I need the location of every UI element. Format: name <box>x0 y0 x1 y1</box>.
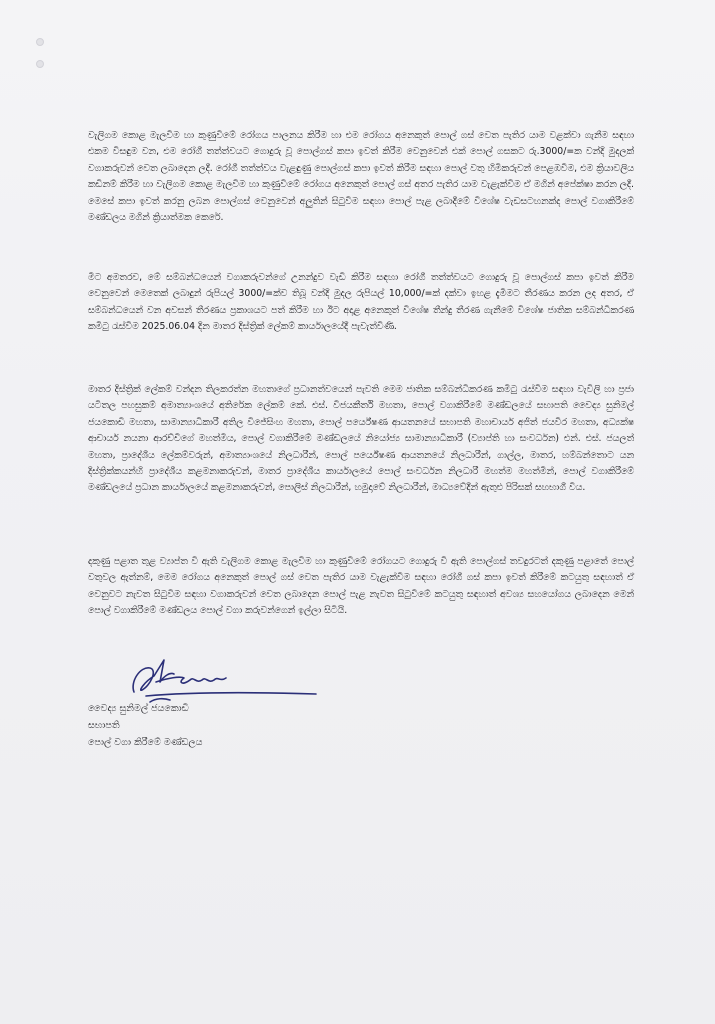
paragraph-compensation: වැලිගම කොළ මැලවීම හා කුණුවීමේ රෝගය පාලනය කිරීම හා එම රෝගය අනෙකුත් පොල් ගස් වෙත පැතිර යාම වළක්වා ගැනීම සඳහා එකම විසඳුම වන, එම රෝගී තත්ත්වයට ගොදුරු වූ පොල්ගස් කපා ඉවත් කිරීම වෙනුවෙන් එක් පොල් ගසකට රු.3000/=ක වන්දි මුදලක් වගාකරුවන් වෙත ලබාදෙන ලදී. රෝගී තත්ත්වය වැළඳුණු පොල්ගස් කපා ඉවත් කිරීම සඳහා පොල් වතු හිමිකරුවන් පෙළඹවීම, එම ක්‍රියාවලිය කඩිනම් කිරීම හා වැලිගම කොළ මැලවීම හා කුණුවීමේ රෝගය අනෙකුත් පොල් ගස් අතර පැතිර යාම වැළැක්වීම ඒ මගින් අපේක්ෂා කරන ලදී. මෙසේ කපා ඉවත් කරනු ලබන පොල්ගස් වෙනුවෙන් අලුතින් සිටුවීම සඳහා පොල් පැළ ලබාදීමේ විශේෂ වැඩසටහනක්ද පොල් වගාකිරීමේ මණ්ඩලය මගින් ක්‍රියාත්මක කෙරේ. <box>88 130 634 224</box>
paragraph-attendees: මාතර දිස්ත්‍රික් ලේකම් වන්දන තිලකරත්න මහතාගේ ප්‍රධානත්වයෙන් පැවති මෙම ජාතික සම්බන්ධීකරණ කමිටු රැස්වීම සඳහා වැවිලි හා ප්‍රජා යටිතල පහසුකම් අමාත්‍යාංශයේ අතිරේක ලේකම් කේ. එස්. විජයකීර්ති මහතා, පොල් වගාකිරීමේ මණ්ඩලයේ සභාපති වෛද්‍ය සුනිමල් ජයකොඩි මහතා, සාමාන්‍යාධිකාරී අතිල විජේසිංහ මහතා, පොල් පර්යේෂණ ආයතනයේ සභාපති මහාචාර්ය අජිත් ජයවීර මහතා, අධ්‍යක්ෂ ආචාර්ය නයනා ආරච්චිගේ මහත්මිය, පොල් වගාකිරීමේ මණ්ඩලයේ නියෝජ්‍ය සාමාන්‍යාධිකාරී (ව්‍යාප්ති හා සංවර්ධන) එන්. එස්. ජයලත් මහතා, ප්‍රාදේශීය ලේකම්වරුන්, අමාත්‍යාංශයේ නිලධාරීන්, පොල් පර්යේෂණ ආයතනයේ නිලධාරීන්, ගාල්ල, මාතර, හම්බන්තොට යන දිස්ත්‍රික්කයන්හි ප්‍රාදේශීය කළමනාකරුවන්, මාතර ප්‍රාදේශීය කාර්යාලයේ පොල් සංවර්ධන නිලධාරී මහත්ම මහත්මීන්, පොල් වගාකිරීමේ මණ්ඩලයේ ප්‍රධාන කාර්යාලයේ කළමනාකරුවන්, පොලිස් නිලධාරීන්, හමුදාවේ නිලධාරීන්, මාධ්‍යවේදීන් ඇතුළු පිරිසක් සහභාගී විය. <box>88 384 634 494</box>
paragraph-increase: මීට අමතරව, මේ සම්බන්ධයෙන් වගාකරුවන්ගේ උනන්දුව වැඩි කිරීම සඳහා රෝගී තත්ත්වයට ගොදුරු වූ පොල්ගස් කපා ඉවත් කිරීම වෙනුවෙන් මෙතෙක් ලබාදුන් රුපියල් 3000/=ක්ව තිබූ වන්දි මුදල රුපියල් 10,000/=ක් දක්වා ඉහළ දැමීමට තීරණය කරන ලද අතර, ඒ සම්බන්ධයෙන් වන අවසන් තීරණය ප්‍රකාශයට පත් කිරීම හා ඊට අදාළ අනෙකුත් විශේෂ තීන්දු තීරණ ගැනීමේ විශේෂ ජාතික සම්බන්ධීකරණ කමිටු රැස්වීම 2025.06.04 දින මාතර දිස්ත්‍රික් ලේකම් කාර්යාලයේදී පැවැත්විණි. <box>88 272 634 333</box>
signatory-name: වෛද්‍ය සුනිමල් ජයකොඩි <box>88 703 189 714</box>
signatory-organization: පොල් වගා කිරීමේ මණ්ඩලය <box>88 737 203 748</box>
letter-body <box>88 128 634 636</box>
signatory-block <box>88 700 202 751</box>
punch-hole <box>36 38 44 46</box>
signatory-title: සභාපති <box>88 720 120 731</box>
paragraph-request: දකුණු පළාත තුළ ව්‍යාප්ත වී ඇති වැලිගම කොළ මැලවීම හා කුණුවීමේ රෝගයට ගොදුරු වී ඇති පොල්ගස් තවදුරටත් දකුණු පළාතේ පොල් වතුවල ඇත්නම්, මෙම රෝගය අනෙකුත් පොල් ගස් වෙත පැතිර යාම වැළැක්වීම සඳහා රෝගී ගස් කපා ඉවත් කිරීමේ කටයුතු සඳහාත් ඒ වෙනුවට නැවත සිටුවීම සඳහා වගාකරුවන් වෙත ලබාදෙන පොල් පැළ නැවත සිටුවීමේ කටයුතු සඳහාත් අවශ්‍ය සහයෝගය ලබාදෙන මෙන් පොල් වගාකිරීමේ මණ්ඩලය පොල් වගා කරුවන්ගෙන් ඉල්ලා සිටියි. <box>88 556 634 617</box>
punch-hole <box>36 60 44 68</box>
